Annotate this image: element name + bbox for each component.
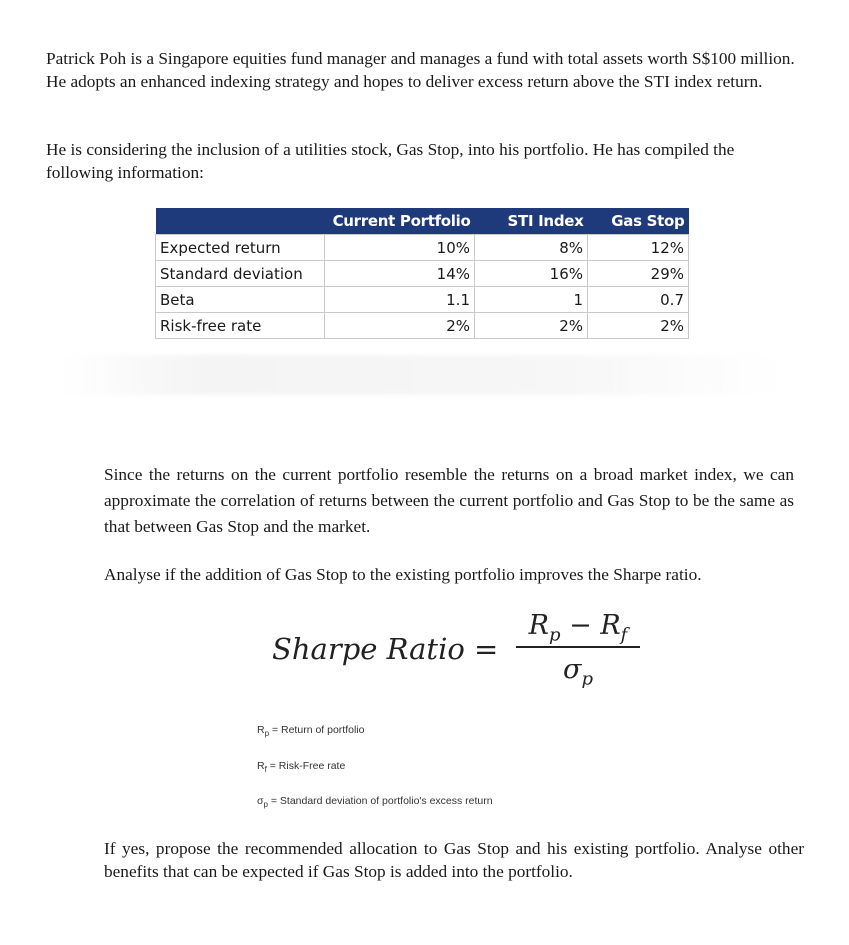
legend-rf-symbol: R (257, 760, 265, 772)
formula-num-minus-r: − R (560, 610, 621, 641)
legend-rp-sub: p (264, 729, 270, 739)
formula-denominator (516, 652, 640, 697)
legend-rf-sub: f (264, 765, 267, 775)
legend-sp-sub: p (263, 800, 268, 810)
table-header-gas: Gas Stop (588, 208, 689, 235)
row-label: Beta (156, 287, 325, 313)
fraction-bar (516, 646, 640, 648)
table-row (156, 313, 689, 339)
cell-current: 1.1 (325, 287, 475, 313)
cell-gas: 2% (588, 313, 689, 339)
formula-lhs: Sharpe Ratio = (272, 632, 499, 666)
legend-rp-text: = Return of portfolio (269, 724, 365, 736)
row-label: Standard deviation (156, 261, 325, 287)
formula-num-r: R (528, 610, 549, 641)
question-paragraph-3: If yes, propose the recommended allocation to Gas Stop and his existing portfolio. Analyse other benefits that can be expected if Gas Stop is added into the portfolio. (104, 839, 804, 881)
table-header-sti: STI Index (475, 208, 588, 235)
cell-current: 2% (325, 313, 475, 339)
cell-gas: 0.7 (588, 287, 689, 313)
faded-heading (46, 6, 50, 22)
legend-sp-text: = Standard deviation of portfolio's excess return (267, 795, 493, 807)
row-label: Expected return (156, 235, 325, 261)
legend-rp-symbol: R (257, 724, 265, 736)
formula-den-p: p (581, 668, 593, 690)
formula-numerator (516, 608, 640, 644)
question-paragraph-2: Analyse if the addition of Gas Stop to the existing portfolio improves the Sharpe ratio. (104, 565, 702, 584)
table-header-row (156, 208, 689, 235)
legend-rf (257, 760, 345, 774)
intro-paragraph-1: Patrick Poh is a Singapore equities fund manager and manages a fund with total assets worth S$100 million. He adopts an enhanced indexing strategy and hopes to deliver excess return above the STI index return. (46, 49, 795, 91)
legend-sigma (257, 795, 493, 809)
table-row (156, 261, 689, 287)
cell-gas: 12% (588, 235, 689, 261)
legend-sp-symbol: σ (257, 795, 264, 807)
legend-rp (257, 724, 364, 738)
data-table (155, 208, 689, 339)
cell-current: 10% (325, 235, 475, 261)
formula-fraction (516, 608, 640, 697)
formula-num-f: f (620, 624, 628, 646)
legend-rf-text: = Risk-Free rate (266, 760, 346, 772)
row-label: Risk-free rate (156, 313, 325, 339)
table-header-blank (156, 208, 325, 235)
table-row (156, 235, 689, 261)
formula-num-p: p (549, 624, 561, 646)
question-paragraph-1: Since the returns on the current portfolio resemble the returns on a broad market index, we can approximate the correlation of returns between the current portfolio and Gas Stop to be the same as that between Gas Stop and the market. (104, 465, 794, 536)
table-header-current: Current Portfolio (325, 208, 475, 235)
cell-sti: 8% (475, 235, 588, 261)
formula-den-sigma: σ (563, 654, 582, 685)
intro-paragraph-2: He is considering the inclusion of a utilities stock, Gas Stop, into his portfolio. He has compiled the following information: (46, 140, 735, 182)
table-row (156, 287, 689, 313)
cell-current: 14% (325, 261, 475, 287)
faded-text-band (60, 355, 780, 395)
cell-sti: 16% (475, 261, 588, 287)
cell-gas: 29% (588, 261, 689, 287)
cell-sti: 2% (475, 313, 588, 339)
cell-sti: 1 (475, 287, 588, 313)
